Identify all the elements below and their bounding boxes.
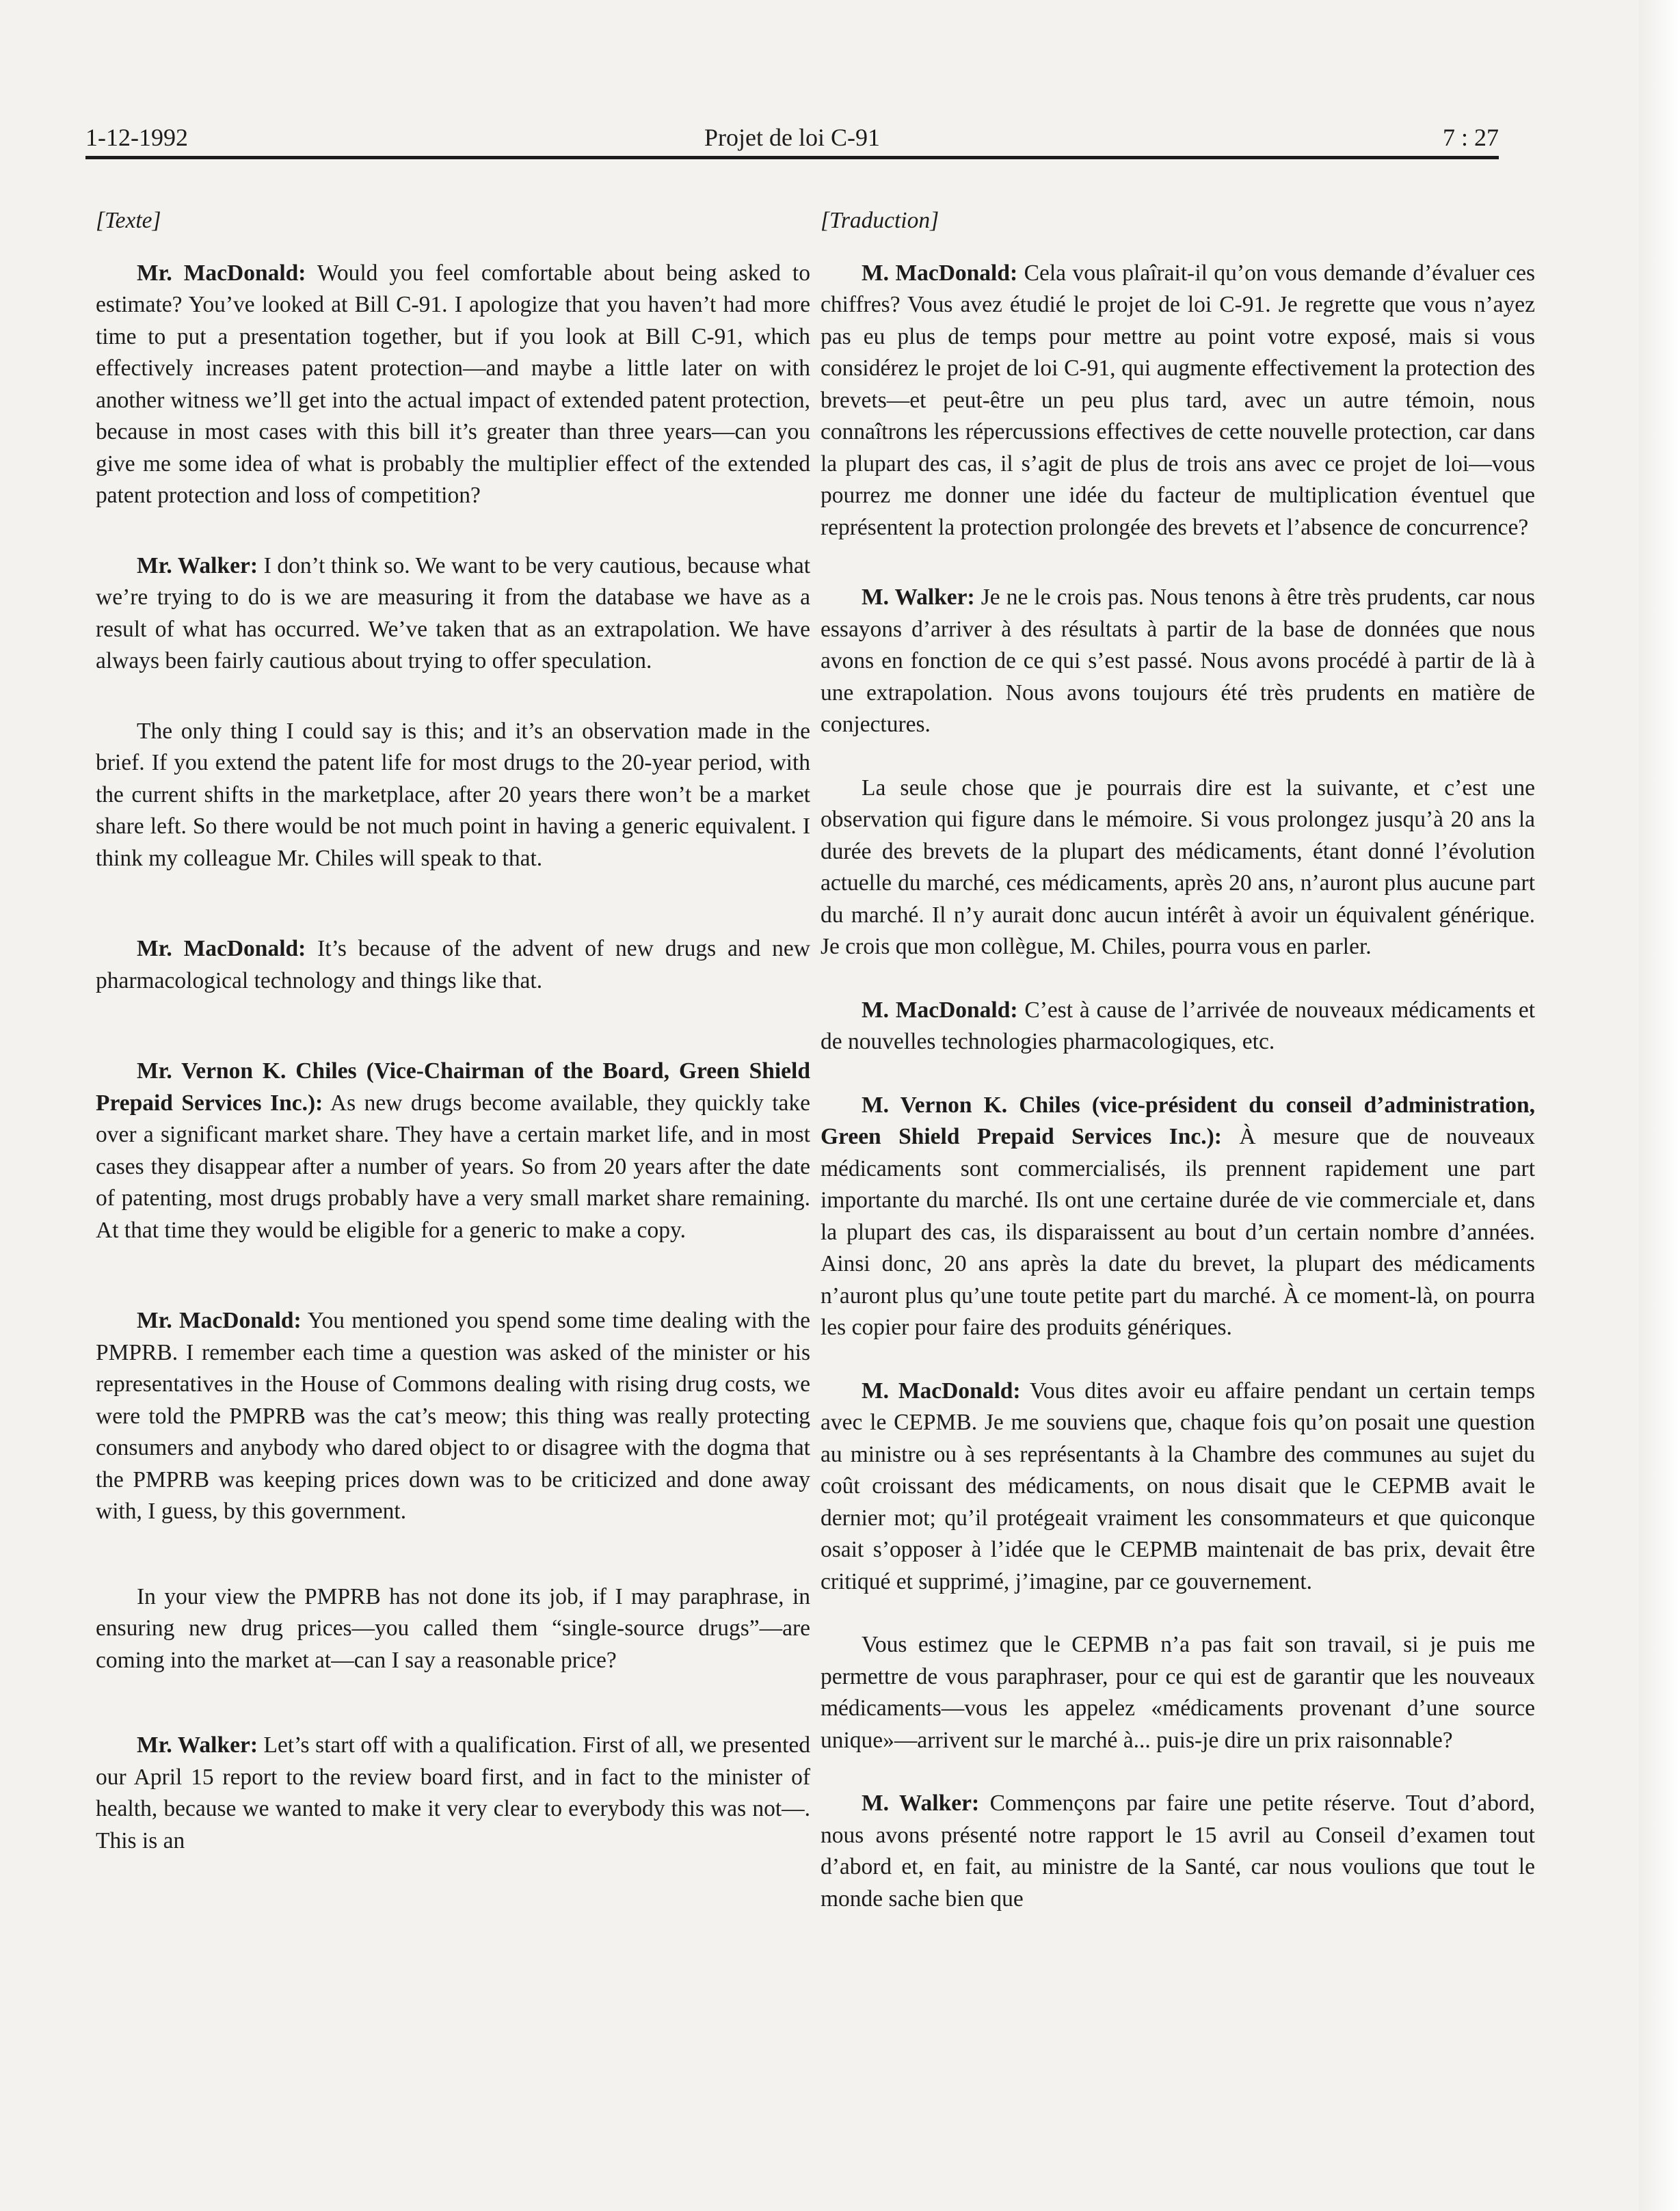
header-title: Projet de loi C-91 [704,124,880,151]
paragraph [96,1305,810,1528]
page-header [85,118,1499,159]
paragraph [821,582,1535,741]
speech-text: À mesure que de nouveaux médicaments sont commercialisés, ils prennent rapidement une part importante du marché. Ils ont une certaine durée de vie commerciale et, dans la plupart des cas, ils disparaissent au bout d’un certain nombre d’années. Ainsi donc, 20 ans après la date du brevet, la plupart des médicaments n’auront plus qu’une toute petite part du marché. À ce moment-là, on pourra les copier pour faire des produits génériques. [821,1124,1535,1340]
speaker-name: Mr. MacDonald: [137,1308,302,1333]
header-rule [85,156,1499,159]
paragraph [821,1090,1535,1344]
language-marker: [Traduction] [821,208,939,233]
speaker-name: M. MacDonald: [862,997,1018,1023]
paragraph [96,1056,810,1246]
speech-text: Vous estimez que le CEPMB n’a pas fait son travail, si je puis me permettre de vous paraphraser, pour ce qui est de garantir que les nouveaux médicaments—vous les appelez «médicaments provenant d’une source unique»—arrivent sur le marché à... puis-je dire un prix raisonnable? [821,1632,1535,1753]
paragraph [821,258,1535,544]
paragraph [96,550,810,678]
speaker-name: Mr. MacDonald: [137,936,306,961]
paragraph [96,1730,810,1857]
speech-text: The only thing I could say is this; and it’s an observation made in the brief. If you extend the patent life for most drugs to the 20-year period, with the current shifts in the marketplace, after 20 years there won’t be a market share left. So there would be not much point in having a generic equivalent. I think my colleague Mr. Chiles will speak to that. [96,718,810,871]
paragraph [96,1581,810,1677]
speaker-name: Mr. Vernon K. Chiles (Vice-Chairman of the Board, Green Shield Prepaid Services Inc.): [96,1058,810,1116]
speaker-name: Mr. Walker: [137,1732,258,1758]
speech-text: Je ne le crois pas. Nous tenons à être très prudents, car nous essayons d’arriver à des résultats à partir de la base de données que nous avons en fonction de ce qui s’est passé. Nous avons procédé à partir de là à une extrapolation. Nous avons toujours été très prudents en matière de conjectures. [821,585,1536,737]
paragraph [821,1788,1535,1915]
paragraph [96,933,810,997]
speaker-name: M. Walker: [862,585,975,610]
speaker-name: M. Walker: [862,1791,980,1816]
speaker-name: M. Vernon K. Chiles (vice-président du conseil d’administration, Green Shield Prepaid Services Inc.): [821,1092,1535,1149]
paragraph [821,1376,1535,1598]
speech-text: Let’s start off with a qualification. First of all, we presented our April 15 report to the review board first, and in fact to the minister of health, because we wanted to make it very clear to everybody this was not—. This is an [96,1732,810,1853]
paragraph [96,258,810,512]
speech-text: Would you feel comfortable about being asked to estimate? You’ve looked at Bill C-91. I apologize that you haven’t had more time to put a presentation together, but if you look at Bill C-91, which effectively increases patent protection—and maybe a little later on with another witness we’ll get into the actual impact of extended patent protection, because in most cases with this bill it’s greater than three years—can you give me some idea of what is probably the multiplier effect of the extended patent protection and loss of competition? [96,260,810,508]
paragraph [96,716,810,875]
speech-text: Cela vous plaîrait-il qu’on vous demande d’évaluer ces chiffres? Vous avez étudié le projet de loi C-91. Je regrette que vous n’ayez pas eu plus de temps pour mettre au point votre exposé, mais si vous considérez le projet de loi C-91, qui augmente effectivement la protection des brevets—et peut-être un peu plus tard, avec un autre témoin, nous connaîtrons les répercussions effectives de cette nouvelle protection, car dans la plupart des cas, il s’agit de plus de trois ans avec ce projet de loi—vous pourrez me donner une idée du facteur de multiplication éventuel que représentent la protection prolongée des brevets et l’absence de concurrence? [821,260,1535,540]
header-page-number: 7 : 27 [1442,124,1499,151]
french-column [821,205,1535,1953]
paragraph [821,1629,1535,1756]
speech-text: It’s because of the advent of new drugs and new pharmacological technology and things like that. [96,936,810,993]
speaker-name: Mr. Walker: [137,552,258,578]
speaker-name: M. MacDonald: [862,1378,1021,1404]
speech-text: Commençons par faire une petite réserve. Tout d’abord, nous avons présenté notre rapport le 15 avril au Conseil d’examen tout d’abord et, en fait, au ministre de la Santé, car nous voulions que tout le monde sache bien que [821,1791,1536,1912]
header-date: 1-12-1992 [85,124,188,151]
speaker-name: M. MacDonald: [862,260,1018,286]
paragraph [821,995,1535,1058]
language-marker: [Texte] [96,208,161,233]
speech-text: You mentioned you spend some time dealing with the PMPRB. I remember each time a question was asked of the minister or his representatives in the House of Commons dealing with rising drug costs, we were told the PMPRB was the cat’s meow; this thing was really protecting consumers and anybody who dared object to or disagree with the dogma that the PMPRB was keeping prices down was to be criticized and done away with, I guess, by this government. [96,1308,810,1524]
page-edge [1639,0,1680,2211]
speech-text: La seule chose que je pourrais dire est la suivante, et c’est une observation qui figure dans le mémoire. Si vous prolongez jusqu’à 20 ans la durée des brevets de la plupart des médicaments, étant donné l’évolution actuelle du marché, ces médicaments, après 20 ans, n’auront plus aucune part du marché. Il n’y aurait donc aucun intérêt à avoir un équivalent générique. Je crois que mon collègue, M. Chiles, pourra vous en parler. [821,775,1535,959]
speaker-name: Mr. MacDonald: [137,260,306,286]
speech-text: In your view the PMPRB has not done its job, if I may paraphrase, in ensuring new drug prices—you called them “single-source drugs”—are coming into the market at—can I say a reasonable price? [96,1583,810,1673]
speech-text: I don’t think so. We want to be very cautious, because what we’re trying to do is we are measuring it from the database we have as a result of what has occurred. We’ve taken that as an extrapolation. We have always been fairly cautious about trying to offer speculation. [96,552,810,673]
paragraph [821,773,1535,963]
speech-text: As new drugs become available, they quickly take over a significant market share. They have a certain market life, and in most cases they disappear after a number of years. So from 20 years after the date of patenting, most drugs probably have a very small market share remaining. At that time they would be eligible for a generic to make a copy. [96,1090,810,1243]
speech-text: C’est à cause de l’arrivée de nouveaux médicaments et de nouvelles technologies pharmacologiques, etc. [821,997,1536,1054]
english-column [96,205,810,1895]
speech-text: Vous dites avoir eu affaire pendant un certain temps avec le CEPMB. Je me souviens que, chaque fois qu’on posait une question au ministre ou à ses représentants à la Chambre des communes au sujet du coût croissant des médicaments, on nous disait que le CEPMB avait le dernier mot; qu’il protégeait vraiment les consommateurs et que quiconque osait s’opposer à l’idée que le CEPMB maintenait de bas prix, devait être critiqué et supprimé, j’imagine, par ce gouvernement. [821,1378,1535,1594]
